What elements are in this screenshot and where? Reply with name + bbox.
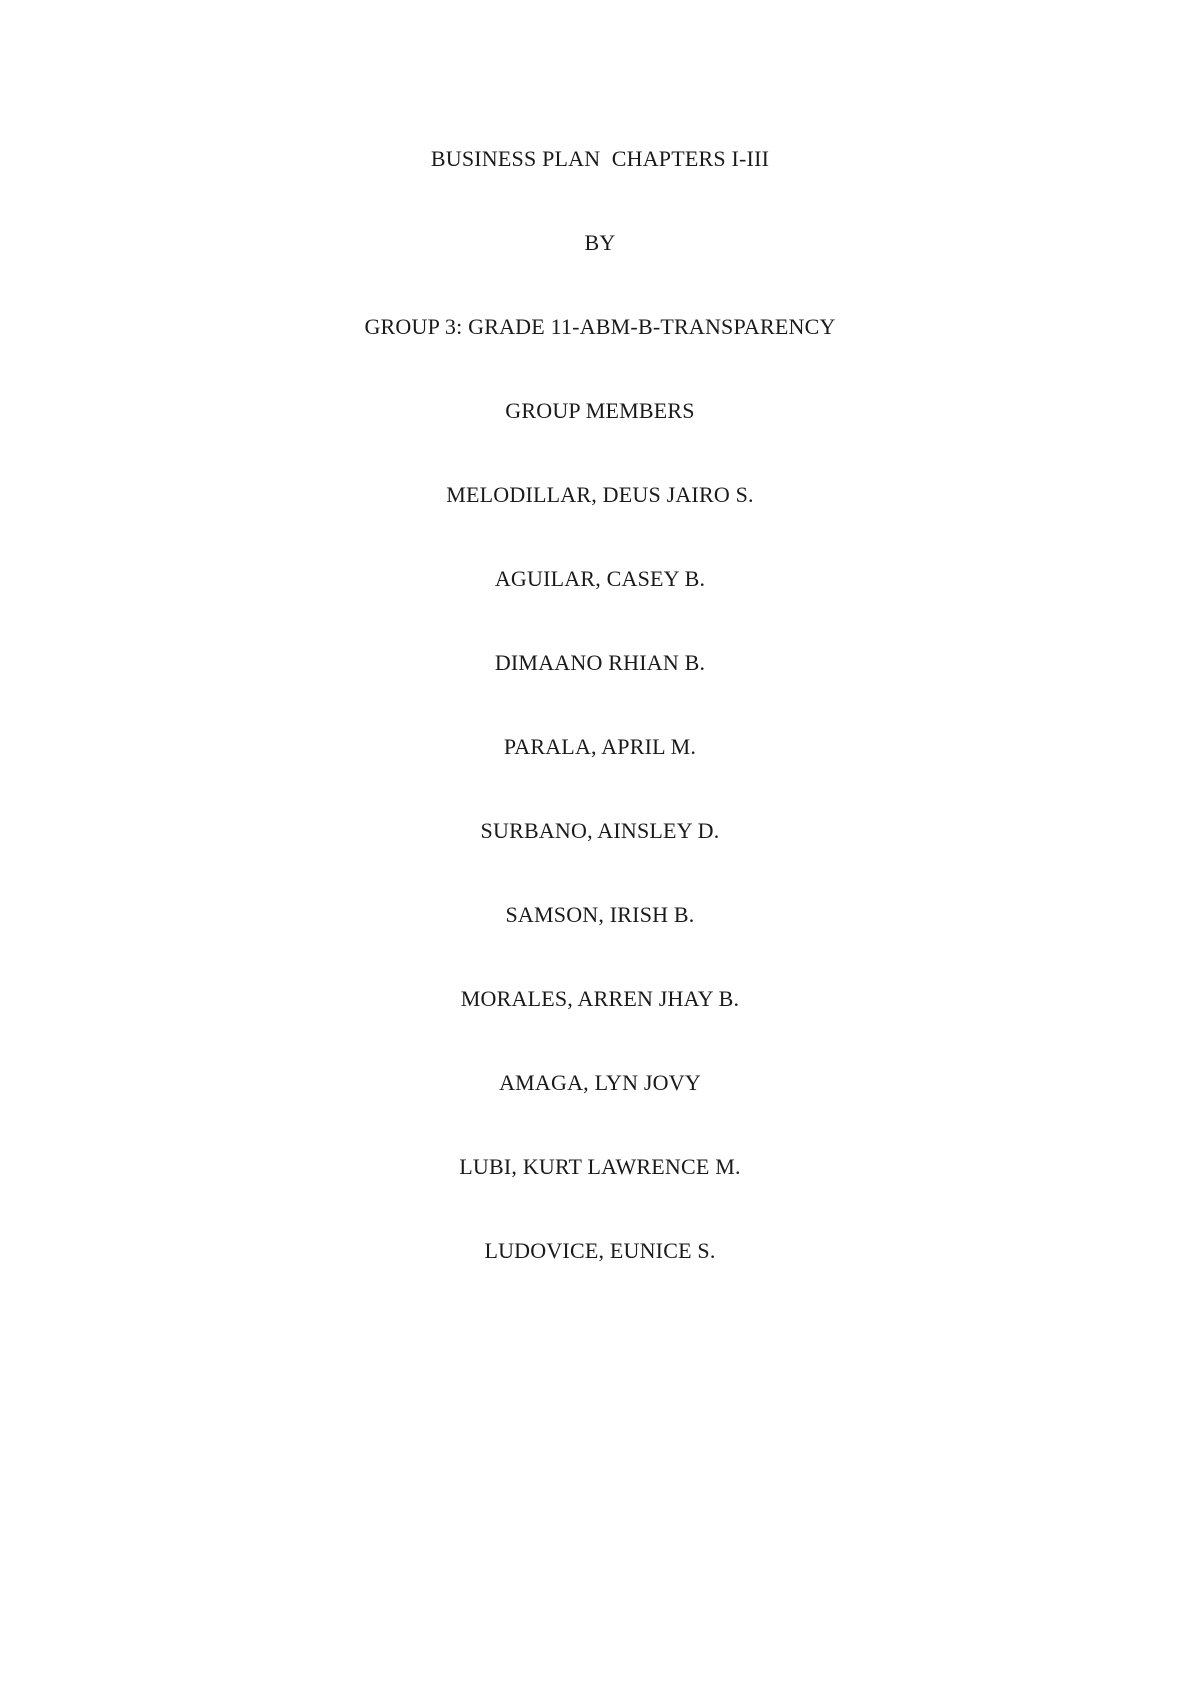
member-name: AMAGA, LYN JOVY: [499, 1070, 701, 1095]
member-name: SAMSON, IRISH B.: [505, 902, 695, 927]
member-name: MELODILLAR, DEUS JAIRO S.: [446, 482, 754, 507]
member-name: AGUILAR, CASEY B.: [494, 566, 706, 591]
member-name: MORALES, ARREN JHAY B.: [460, 986, 740, 1011]
group-line: GROUP 3: GRADE 11-ABM-B-TRANSPARENCY: [364, 314, 836, 339]
member-name: SURBANO, AINSLEY D.: [480, 818, 720, 843]
member-name: LUBI, KURT LAWRENCE M.: [459, 1154, 741, 1179]
members-list: [446, 481, 754, 1265]
by-line: BY: [584, 230, 616, 255]
cover-content: [0, 145, 1200, 1265]
members-heading: GROUP MEMBERS: [505, 398, 695, 423]
member-name: DIMAANO RHIAN B.: [494, 650, 706, 675]
document-title: BUSINESS PLAN CHAPTERS I-III: [430, 146, 770, 171]
member-name: LUDOVICE, EUNICE S.: [484, 1238, 716, 1263]
member-name: PARALA, APRIL M.: [503, 734, 697, 759]
